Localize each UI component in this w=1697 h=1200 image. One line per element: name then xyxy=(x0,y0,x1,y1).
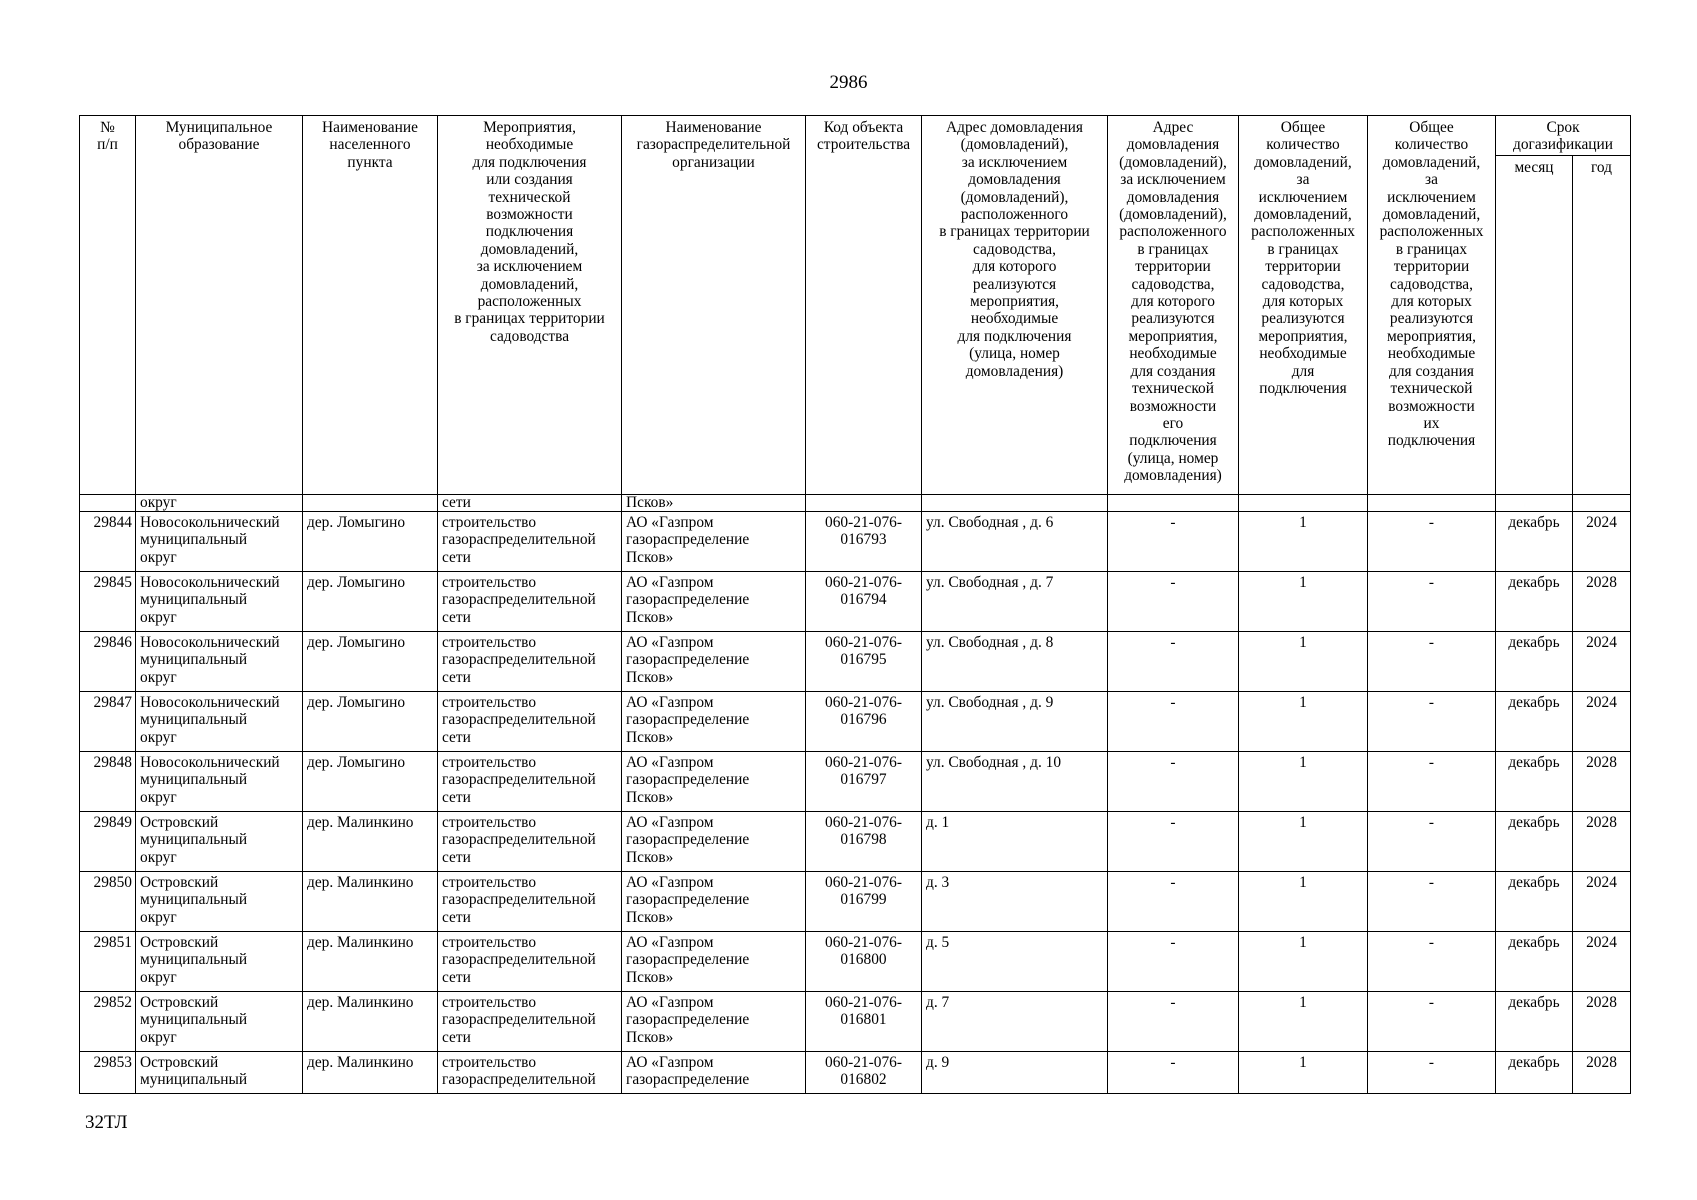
cell-address-connect: ул. Свободная , д. 6 xyxy=(922,512,1108,572)
cell-total-tech: - xyxy=(1368,932,1496,992)
cell-total-connect: 1 xyxy=(1239,812,1368,872)
cell-address-connect: ул. Свободная , д. 7 xyxy=(922,572,1108,632)
cell-address-connect: д. 7 xyxy=(922,992,1108,1052)
cell-year: 2028 xyxy=(1573,812,1631,872)
cell-object-code: 060-21-076- 016802 xyxy=(806,1052,922,1094)
cell-gas-org: АО «Газпром газораспределение Псков» xyxy=(622,752,806,812)
cell-month: декабрь xyxy=(1496,1052,1573,1094)
cell-measures: строительство газораспределительной сети xyxy=(438,812,622,872)
header-deadline: Срок догазификации xyxy=(1496,116,1631,156)
cell-measures: строительство газораспределительной сети xyxy=(438,512,622,572)
cell-num xyxy=(80,495,136,512)
cell-object-code: 060-21-076- 016796 xyxy=(806,692,922,752)
cell-num: 29846 xyxy=(80,632,136,692)
cell-measures: строительство газораспределительной xyxy=(438,1052,622,1094)
cell-total-tech: - xyxy=(1368,1052,1496,1094)
cell-settlement: дер. Малинкино xyxy=(303,812,438,872)
cell-municipality: Островский муниципальный округ xyxy=(136,992,303,1052)
cell-month: декабрь xyxy=(1496,992,1573,1052)
cell-address-connect xyxy=(922,495,1108,512)
gasification-table xyxy=(79,115,1631,1094)
header-settlement: Наименование населенного пункта xyxy=(303,116,438,495)
cell-address-connect: д. 9 xyxy=(922,1052,1108,1094)
cell-total-connect: 1 xyxy=(1239,692,1368,752)
cell-total-tech: - xyxy=(1368,812,1496,872)
cell-address-connect: ул. Свободная , д. 10 xyxy=(922,752,1108,812)
cell-year: 2024 xyxy=(1573,632,1631,692)
cell-total-connect: 1 xyxy=(1239,572,1368,632)
cell-total-connect: 1 xyxy=(1239,752,1368,812)
cell-month: декабрь xyxy=(1496,512,1573,572)
page-number: 2986 xyxy=(829,72,868,93)
cell-gas-org: АО «Газпром газораспределение Псков» xyxy=(622,572,806,632)
cell-month: декабрь xyxy=(1496,692,1573,752)
cell-municipality: Новосокольнический муниципальный округ xyxy=(136,572,303,632)
cell-month: декабрь xyxy=(1496,872,1573,932)
table-header xyxy=(80,116,1631,495)
cell-num: 29851 xyxy=(80,932,136,992)
cell-month: декабрь xyxy=(1496,932,1573,992)
cell-year: 2024 xyxy=(1573,932,1631,992)
cell-total-connect: 1 xyxy=(1239,1052,1368,1094)
cell-num: 29849 xyxy=(80,812,136,872)
header-year: год xyxy=(1573,156,1631,495)
cell-address-connect: д. 3 xyxy=(922,872,1108,932)
cell-address-connect: д. 5 xyxy=(922,932,1108,992)
cell-settlement xyxy=(303,495,438,512)
cell-year: 2024 xyxy=(1573,872,1631,932)
cell-address-tech: - xyxy=(1108,572,1239,632)
cell-measures: строительство газораспределительной сети xyxy=(438,992,622,1052)
table-row xyxy=(80,512,1631,572)
cell-address-connect: ул. Свободная , д. 8 xyxy=(922,632,1108,692)
cell-num: 29845 xyxy=(80,572,136,632)
header-object-code: Код объекта строительства xyxy=(806,116,922,495)
cell-address-connect: д. 1 xyxy=(922,812,1108,872)
cell-num: 29850 xyxy=(80,872,136,932)
cell-address-tech: - xyxy=(1108,1052,1239,1094)
cell-gas-org: Псков» xyxy=(622,495,806,512)
table-body xyxy=(80,495,1631,1094)
cell-year: 2028 xyxy=(1573,572,1631,632)
cell-object-code: 060-21-076- 016795 xyxy=(806,632,922,692)
cell-num: 29847 xyxy=(80,692,136,752)
cell-municipality: Островский муниципальный xyxy=(136,1052,303,1094)
cell-month: декабрь xyxy=(1496,632,1573,692)
cell-gas-org: АО «Газпром газораспределение Псков» xyxy=(622,992,806,1052)
cell-address-tech: - xyxy=(1108,992,1239,1052)
header-address-tech: Адрес домовладения (домовладений), за исключением домовладения (домовладений), расположенного в границах территории садоводства, для которого реализуются мероприятия, необходимые для создания технической возможности его подключения (улица, номер домовладения) xyxy=(1108,116,1239,495)
cell-address-connect: ул. Свободная , д. 9 xyxy=(922,692,1108,752)
cell-object-code xyxy=(806,495,922,512)
cell-total-connect xyxy=(1239,495,1368,512)
cell-measures: строительство газораспределительной сети xyxy=(438,752,622,812)
cell-municipality: Новосокольнический муниципальный округ xyxy=(136,752,303,812)
cell-measures: строительство газораспределительной сети xyxy=(438,632,622,692)
table-row xyxy=(80,632,1631,692)
cell-address-tech xyxy=(1108,495,1239,512)
cell-year xyxy=(1573,495,1631,512)
cell-object-code: 060-21-076- 016797 xyxy=(806,752,922,812)
cell-measures: сети xyxy=(438,495,622,512)
cell-total-connect: 1 xyxy=(1239,632,1368,692)
header-municipality: Муниципальное образование xyxy=(136,116,303,495)
table-row xyxy=(80,872,1631,932)
cell-total-tech xyxy=(1368,495,1496,512)
cell-settlement: дер. Ломыгино xyxy=(303,512,438,572)
table-row xyxy=(80,992,1631,1052)
header-month: месяц xyxy=(1496,156,1573,495)
cell-total-connect: 1 xyxy=(1239,512,1368,572)
cell-gas-org: АО «Газпром газораспределение Псков» xyxy=(622,872,806,932)
cell-total-tech: - xyxy=(1368,572,1496,632)
cell-gas-org: АО «Газпром газораспределение Псков» xyxy=(622,812,806,872)
cell-gas-org: АО «Газпром газораспределение xyxy=(622,1052,806,1094)
cell-measures: строительство газораспределительной сети xyxy=(438,692,622,752)
cell-year: 2024 xyxy=(1573,512,1631,572)
cell-municipality: Новосокольнический муниципальный округ xyxy=(136,692,303,752)
header-num: № п/п xyxy=(80,116,136,495)
continuation-row xyxy=(80,495,1631,512)
cell-measures: строительство газораспределительной сети xyxy=(438,572,622,632)
cell-gas-org: АО «Газпром газораспределение Псков» xyxy=(622,632,806,692)
cell-total-tech: - xyxy=(1368,512,1496,572)
header-gas-org: Наименование газораспределительной организации xyxy=(622,116,806,495)
cell-gas-org: АО «Газпром газораспределение Псков» xyxy=(622,692,806,752)
cell-municipality: Островский муниципальный округ xyxy=(136,932,303,992)
cell-settlement: дер. Малинкино xyxy=(303,1052,438,1094)
cell-object-code: 060-21-076- 016793 xyxy=(806,512,922,572)
cell-object-code: 060-21-076- 016798 xyxy=(806,812,922,872)
table-row xyxy=(80,812,1631,872)
header-measures: Мероприятия, необходимые для подключения или создания технической возможности подключения домовладений, за исключением домовладений, расположенных в границах территории садоводства xyxy=(438,116,622,495)
cell-num: 29848 xyxy=(80,752,136,812)
table-row xyxy=(80,932,1631,992)
cell-object-code: 060-21-076- 016800 xyxy=(806,932,922,992)
cell-address-tech: - xyxy=(1108,872,1239,932)
cell-object-code: 060-21-076- 016799 xyxy=(806,872,922,932)
cell-settlement: дер. Ломыгино xyxy=(303,572,438,632)
cell-total-connect: 1 xyxy=(1239,932,1368,992)
cell-month xyxy=(1496,495,1573,512)
cell-municipality: Новосокольнический муниципальный округ xyxy=(136,632,303,692)
table-row xyxy=(80,1052,1631,1094)
cell-object-code: 060-21-076- 016794 xyxy=(806,572,922,632)
cell-year: 2028 xyxy=(1573,992,1631,1052)
header-total-connect: Общее количество домовладений, за исключением домовладений, расположенных в границах территории садоводства, для которых реализуются мероприятия, необходимые для подключения xyxy=(1239,116,1368,495)
cell-month: декабрь xyxy=(1496,572,1573,632)
cell-num: 29852 xyxy=(80,992,136,1052)
cell-settlement: дер. Малинкино xyxy=(303,932,438,992)
cell-total-tech: - xyxy=(1368,632,1496,692)
cell-object-code: 060-21-076- 016801 xyxy=(806,992,922,1052)
cell-gas-org: АО «Газпром газораспределение Псков» xyxy=(622,932,806,992)
table-row xyxy=(80,572,1631,632)
header-address-connect: Адрес домовладения (домовладений), за исключением домовладения (домовладений), расположенного в границах территории садоводства, для которого реализуются мероприятия, необходимые для подключения (улица, номер домовладения) xyxy=(922,116,1108,495)
table-row xyxy=(80,692,1631,752)
cell-municipality: Новосокольнический муниципальный округ xyxy=(136,512,303,572)
cell-measures: строительство газораспределительной сети xyxy=(438,872,622,932)
cell-total-tech: - xyxy=(1368,872,1496,932)
table-row xyxy=(80,752,1631,812)
header-total-tech: Общее количество домовладений, за исключением домовладений, расположенных в границах территории садоводства, для которых реализуются мероприятия, необходимые для создания технической возможности их подключения xyxy=(1368,116,1496,495)
cell-month: декабрь xyxy=(1496,812,1573,872)
cell-num: 29844 xyxy=(80,512,136,572)
cell-total-tech: - xyxy=(1368,992,1496,1052)
cell-municipality: Островский муниципальный округ xyxy=(136,812,303,872)
cell-gas-org: АО «Газпром газораспределение Псков» xyxy=(622,512,806,572)
cell-address-tech: - xyxy=(1108,632,1239,692)
cell-municipality: округ xyxy=(136,495,303,512)
cell-year: 2028 xyxy=(1573,1052,1631,1094)
cell-settlement: дер. Ломыгино xyxy=(303,752,438,812)
cell-settlement: дер. Ломыгино xyxy=(303,692,438,752)
cell-month: декабрь xyxy=(1496,752,1573,812)
cell-address-tech: - xyxy=(1108,692,1239,752)
cell-total-tech: - xyxy=(1368,752,1496,812)
cell-total-connect: 1 xyxy=(1239,992,1368,1052)
cell-address-tech: - xyxy=(1108,752,1239,812)
cell-year: 2024 xyxy=(1573,692,1631,752)
cell-total-tech: - xyxy=(1368,692,1496,752)
cell-address-tech: - xyxy=(1108,812,1239,872)
cell-municipality: Островский муниципальный округ xyxy=(136,872,303,932)
cell-address-tech: - xyxy=(1108,932,1239,992)
cell-settlement: дер. Ломыгино xyxy=(303,632,438,692)
cell-num: 29853 xyxy=(80,1052,136,1094)
cell-year: 2028 xyxy=(1573,752,1631,812)
cell-settlement: дер. Малинкино xyxy=(303,872,438,932)
cell-total-connect: 1 xyxy=(1239,872,1368,932)
cell-address-tech: - xyxy=(1108,512,1239,572)
cell-settlement: дер. Малинкино xyxy=(303,992,438,1052)
cell-measures: строительство газораспределительной сети xyxy=(438,932,622,992)
footer-code: 32ТЛ xyxy=(85,1112,128,1133)
